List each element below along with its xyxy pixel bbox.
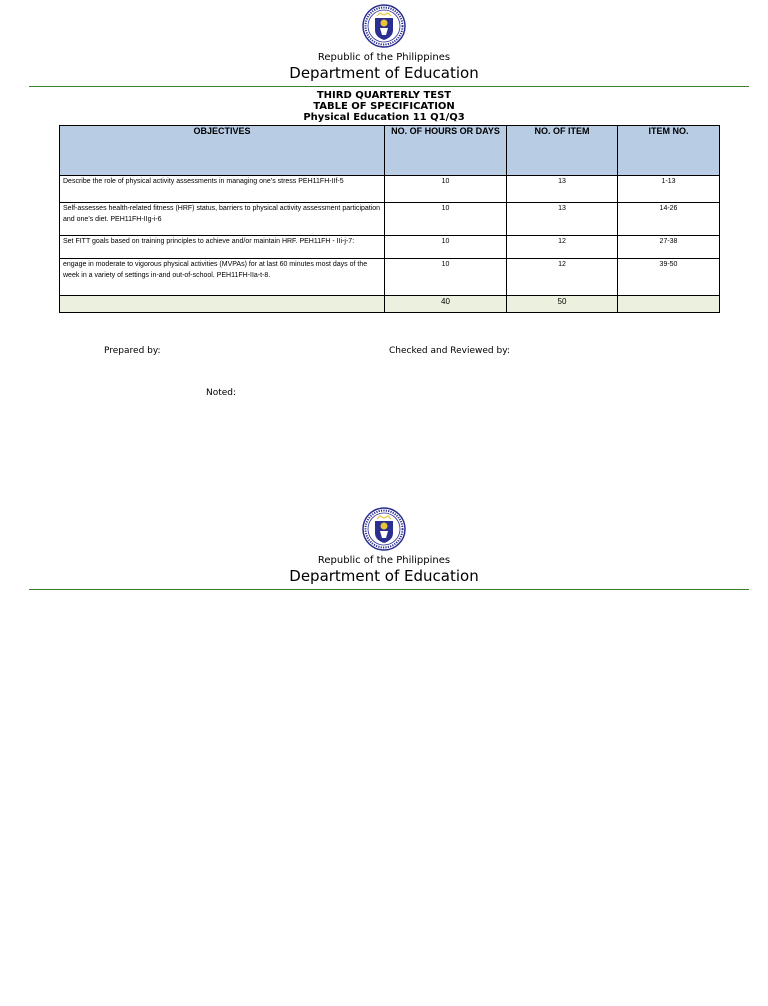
department-label: Department of Education — [289, 567, 479, 585]
items-cell: 12 — [507, 236, 618, 259]
checked-reviewed-label: Checked and Reviewed by: — [389, 346, 510, 356]
item-no-cell: 14-26 — [618, 203, 720, 236]
column-header-hours: NO. OF HOURS OR DAYS — [385, 126, 507, 176]
header-divider — [29, 589, 749, 590]
table-row — [60, 236, 720, 259]
table-row — [60, 259, 720, 296]
hours-cell: 10 — [385, 236, 507, 259]
items-cell: 13 — [507, 176, 618, 203]
document-titles — [0, 90, 768, 123]
deped-header-page-2 — [0, 507, 768, 585]
specification-table — [59, 125, 720, 313]
item-no-cell: 1-13 — [618, 176, 720, 203]
objective-cell: Describe the role of physical activity assessments in managing one’s stress PEH11FH-IIf-5 — [60, 176, 385, 203]
items-cell: 13 — [507, 203, 618, 236]
objective-cell: engage in moderate to vigorous physical activities (MVPAs) for at last 60 minutes most days of the week in a variety of settings in-and out-of-school. PEH11FH-IIa-t-8. — [60, 259, 385, 296]
prepared-by-label: Prepared by: — [104, 346, 161, 356]
total-item-no-cell — [618, 296, 720, 313]
item-no-cell: 27-38 — [618, 236, 720, 259]
objective-cell: Set FITT goals based on training principles to achieve and/or maintain HRF. PEH11FH - IIi-j-7: — [60, 236, 385, 259]
hours-cell: 10 — [385, 176, 507, 203]
total-items-cell: 50 — [507, 296, 618, 313]
total-hours-cell: 40 — [385, 296, 507, 313]
total-row — [60, 296, 720, 313]
noted-label: Noted: — [206, 388, 237, 398]
hours-cell: 10 — [385, 203, 507, 236]
test-title: THIRD QUARTERLY TEST — [316, 90, 452, 101]
total-label-cell — [60, 296, 385, 313]
table-row — [60, 203, 720, 236]
column-header-item-no: ITEM NO. — [618, 126, 720, 176]
deped-header — [0, 4, 768, 82]
republic-label: Republic of the Philippines — [317, 52, 451, 63]
column-header-objectives: OBJECTIVES — [60, 126, 385, 176]
header-divider — [29, 86, 749, 87]
deped-seal-icon — [362, 507, 406, 551]
table-row — [60, 176, 720, 203]
objective-cell: Self-assesses health-related fitness (HRF) status, barriers to physical activity assessment participation and one’s diet. PEH11FH-IIg-i-6 — [60, 203, 385, 236]
column-header-items: NO. OF ITEM — [507, 126, 618, 176]
tos-title: TABLE OF SPECIFICATION — [313, 101, 455, 112]
hours-cell: 10 — [385, 259, 507, 296]
department-label: Department of Education — [289, 64, 479, 82]
table-header-row — [60, 126, 720, 176]
item-no-cell: 39-50 — [618, 259, 720, 296]
subject-title: Physical Education 11 Q1/Q3 — [303, 112, 465, 123]
republic-label: Republic of the Philippines — [317, 555, 451, 566]
deped-seal-icon — [362, 4, 406, 48]
items-cell: 12 — [507, 259, 618, 296]
